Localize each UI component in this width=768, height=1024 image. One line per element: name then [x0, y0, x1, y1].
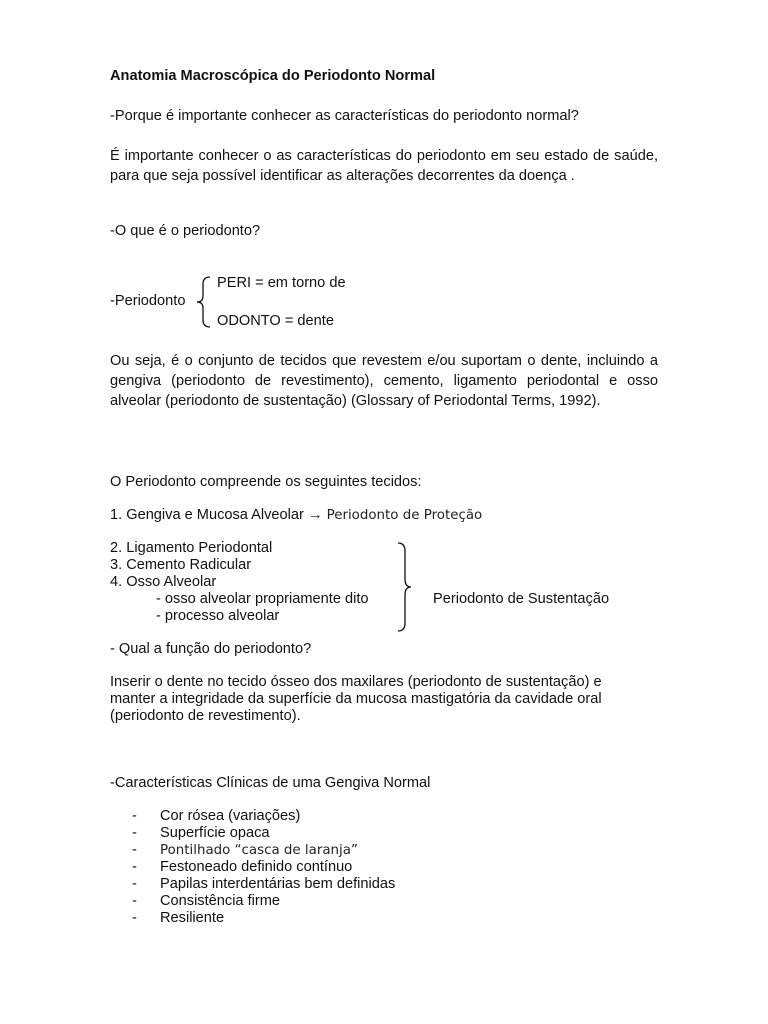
answer-importance: É importante conhecer o as características do periodonto em seu estado de saúde, para que seja possível identificar as alterações decorrentes da doença .: [110, 148, 658, 184]
right-brace-icon: [396, 542, 412, 632]
list-dash: -: [132, 842, 137, 858]
tissue-item-3: 3. Cemento Radicular: [110, 557, 252, 573]
list-item-text: Cor rósea (variações): [160, 808, 301, 824]
document-page: [110, 0, 658, 1024]
tissues-intro: O Periodonto compreende os seguintes tecidos:: [110, 474, 422, 490]
list-item: [110, 808, 658, 825]
list-item: [110, 893, 658, 910]
tissue-sub-item-2: - processo alveolar: [156, 608, 280, 624]
document-title: Anatomia Macroscópica do Periodonto Normal: [110, 68, 436, 84]
list-dash: -: [132, 859, 137, 875]
tissue-sub-item-1: - osso alveolar propriamente dito: [156, 591, 369, 607]
tissue-item-1-result: Periodonto de Proteção: [326, 508, 483, 523]
list-item-text: Festoneado definido contínuo: [160, 859, 353, 875]
peri-definition: PERI = em torno de: [217, 275, 346, 291]
list-dash: -: [132, 808, 137, 824]
list-item-text: Resiliente: [160, 910, 225, 926]
right-arrow-icon: →: [307, 507, 323, 523]
list-dash: -: [132, 825, 137, 841]
left-brace-icon: [196, 276, 212, 328]
list-item: [110, 842, 658, 859]
answer-function-line-2: manter a integridade da superfície da mucosa mastigatória da cavidade oral: [110, 691, 602, 707]
question-importance: -Porque é importante conhecer as características do periodonto normal?: [110, 108, 579, 124]
list-dash: -: [132, 893, 137, 909]
list-item-text: Pontilhado “casca de laranja”: [160, 843, 358, 858]
tissue-item-4: 4. Osso Alveolar: [110, 574, 217, 590]
answer-function-line-3: (periodonto de revestimento).: [110, 708, 301, 724]
periodonto-label: -Periodonto: [110, 293, 186, 309]
list-dash: -: [132, 876, 137, 892]
list-item: [110, 859, 658, 876]
answer-definition: Ou seja, é o conjunto de tecidos que revestem e/ou suportam o dente, incluindo a gengiva (periodonto de revestimento), cemento, ligamento periodontal e osso alveolar (periodonto de sustentação) (Glossary of Periodontal Terms, 1992).: [110, 353, 658, 409]
list-dash: -: [132, 910, 137, 926]
answer-function-line-1: Inserir o dente no tecido ósseo dos maxilares (periodonto de sustentação) e: [110, 674, 602, 690]
tissue-item-1: [110, 507, 482, 524]
odonto-definition: ODONTO = dente: [217, 313, 334, 329]
question-function: - Qual a função do periodonto?: [110, 641, 312, 657]
list-item: [110, 825, 658, 842]
list-item: [110, 910, 658, 927]
tissue-item-2: 2. Ligamento Periodontal: [110, 540, 273, 556]
list-item-text: Papilas interdentárias bem definidas: [160, 876, 396, 892]
list-item-text: Superfície opaca: [160, 825, 270, 841]
tissue-item-1-text: 1. Gengiva e Mucosa Alveolar: [110, 507, 304, 523]
question-characteristics: -Características Clínicas de uma Gengiva Normal: [110, 775, 431, 791]
question-what-is: -O que é o periodonto?: [110, 223, 261, 239]
list-item: [110, 876, 658, 893]
list-item-text: Consistência firme: [160, 893, 281, 909]
group-result: Periodonto de Sustentação: [433, 591, 610, 607]
